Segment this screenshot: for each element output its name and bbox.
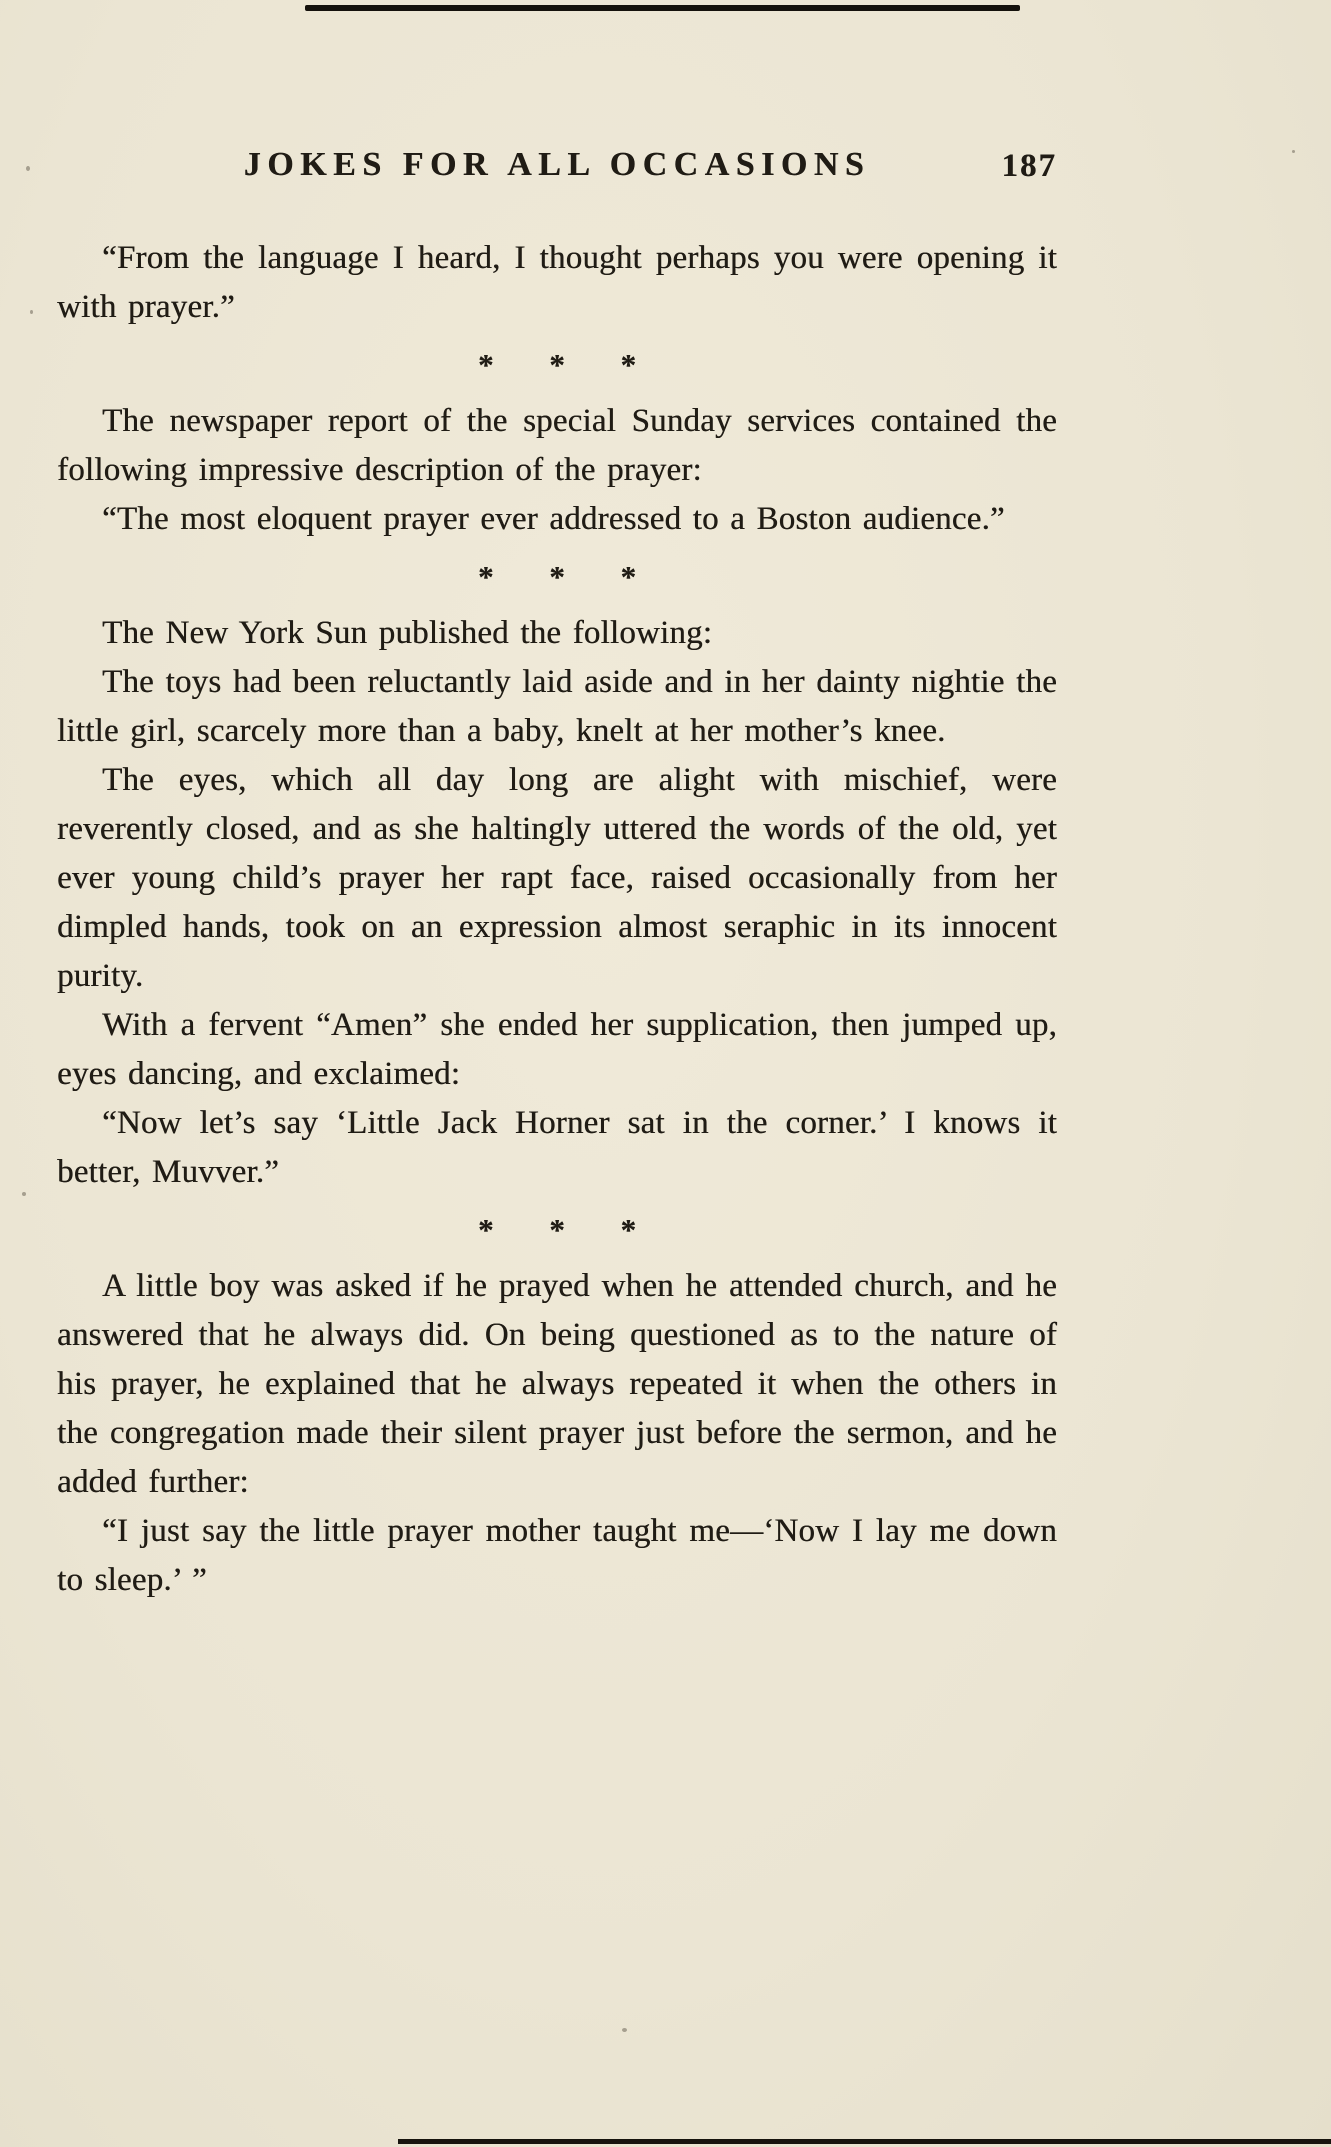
- paragraph-6: The eyes, which all day long are alight with mischief, were reverently closed, and as she haltingly uttered the words of the old, yet ever young child’s prayer her rapt face, raised occasionally from her dimpled hands, took on an expression almost seraphic in its innocent purity.: [57, 762, 1057, 994]
- paragraph-9: A little boy was asked if he prayed when he attended church, and he answered that he always did. On being questioned as to the nature of his prayer, he explained that he always repeated it when the others in the congregation made their silent prayer just before the sermon, and he added further:: [57, 1268, 1057, 1500]
- page-title: JOKES FOR ALL OCCASIONS: [243, 146, 871, 183]
- page-number: 187: [1001, 148, 1057, 184]
- scan-speck: [26, 166, 30, 171]
- scan-speck: [622, 2028, 627, 2032]
- paragraph-2: The newspaper report of the special Sunday services contained the following impressive description of the prayer:: [57, 403, 1057, 488]
- paragraph-8: “Now let’s say ‘Little Jack Horner sat in the corner.’ I knows it better, Muvver.”: [57, 1105, 1057, 1190]
- section-separator-2: * * *: [478, 559, 636, 594]
- section-separator-3: * * *: [478, 1212, 636, 1247]
- page-header: [57, 146, 1057, 194]
- scan-speck: [22, 1192, 26, 1196]
- scan-artifact-bottom-rule: [398, 2139, 1331, 2144]
- paragraph-10: “I just say the little prayer mother taught me—‘Now I lay me down to sleep.’ ”: [57, 1513, 1057, 1598]
- paragraph-4: The New York Sun published the following:: [102, 615, 713, 651]
- page-body: [57, 234, 1057, 1605]
- section-separator-1: * * *: [478, 347, 636, 382]
- scan-speck: [30, 310, 33, 314]
- paragraph-7: With a fervent “Amen” she ended her supplication, then jumped up, eyes dancing, and exclaimed:: [57, 1007, 1057, 1092]
- page-content: [57, 0, 1057, 1605]
- paragraph-1: “From the language I heard, I thought perhaps you were opening it with prayer.”: [57, 240, 1057, 325]
- paragraph-3: “The most eloquent prayer ever addressed to a Boston audience.”: [102, 501, 1005, 537]
- paragraph-5: The toys had been reluctantly laid aside and in her dainty nightie the little girl, scarcely more than a baby, knelt at her mother’s knee.: [57, 664, 1057, 749]
- scan-speck: [1292, 150, 1295, 153]
